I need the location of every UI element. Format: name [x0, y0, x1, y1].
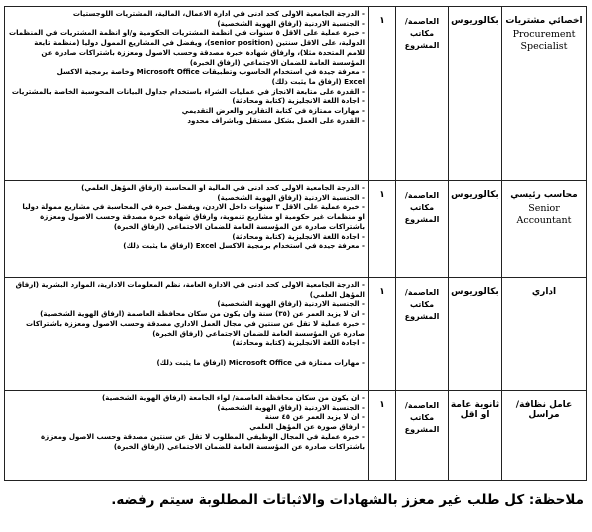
- location-text: [396, 391, 448, 436]
- requirement-line: - الجنسية الاردنية (ارفاق الهوية الشخصية): [217, 299, 365, 309]
- position-count: ١: [379, 190, 385, 200]
- education-text: بكالوريوس: [451, 190, 499, 200]
- requirements-cell: [5, 181, 369, 278]
- education-cell: [449, 181, 502, 278]
- requirement-line: - معرفة جيدة في استخدام الحاسوب وتطبيقات Microsoft Office وخاصة برمجية الاكسل: [56, 67, 365, 77]
- requirement-line: باشتراكات صادرة عن المؤسسة العامة للضمان الاجتماعي (ارفاق الخبرة): [113, 441, 365, 451]
- table-row: [5, 181, 587, 278]
- location-cell: [396, 181, 449, 278]
- job-title-cell: [502, 391, 587, 481]
- requirement-line: - اجادة اللغة الانجليزية (كتابة ومحادثة): [232, 96, 365, 106]
- position-count: ١: [379, 400, 385, 410]
- requirement-line: - الدرجة الجامعية الاولى كحد ادنى في المالية او المحاسبة (ارفاق المؤهل العلمي): [81, 183, 365, 192]
- education-cell: [449, 391, 502, 481]
- requirement-line: - ارفاق صورة عن المؤهل العلمي: [249, 422, 365, 432]
- location-text: [396, 181, 448, 226]
- location-line: العاصمة/: [404, 191, 440, 200]
- requirement-line: - مهارات ممتازة في كتابة التقارير والعرض التقديمي: [181, 106, 365, 116]
- requirement-line: - الجنسية الاردنية (ارفاق الهوية الشخصية): [217, 18, 365, 28]
- requirement-line: - الجنسية الاردنية (ارفاق الهوية الشخصية): [217, 192, 365, 202]
- job-title-ar: عامل نظافة/ مراسل: [515, 400, 573, 420]
- requirement-line: - ان لا يزيد العمر عن (٣٥) سنة وان يكون من سكان محافظة العاصمة (ارفاق الهوية الشخصية): [40, 309, 365, 319]
- requirement-line: - الدرجة الجامعية الاولى كحد ادنى في الادارة العامة، نظم المعلومات الادارية، الموارد البشرية (ارفاق: [15, 280, 365, 289]
- count-cell: [369, 391, 396, 481]
- requirement-line: للامم المتحدة مثلا)، وارفاق شهادة خبرة مصدقة وحسب الاصول ومعززة باشتراكات صادرة عن: [41, 47, 365, 57]
- requirement-line: باشتراكات صادرة عن المؤسسة العامة للضمان الاجتماعي (ارفاق الخبرة): [113, 221, 365, 231]
- requirement-line: - خبرة عملية على الاقل ٣ سنوات داخل الاردن، ويفضل خبرة في المحاسبة في مشاريع ممولة دوليا: [22, 202, 365, 212]
- requirement-line: - الجنسية الاردنية (ارفاق الهوية الشخصية): [217, 402, 365, 412]
- table-row: [5, 391, 587, 481]
- location-text: [396, 278, 448, 323]
- job-title-en-line: Accountant: [516, 215, 572, 226]
- requirement-line: الدولية، على الاقل سنتين (senior position)، ويفضل في المشاريع الممول دوليا (منظمة تابعة: [34, 38, 365, 48]
- location-line: مكاتب: [409, 203, 435, 212]
- location-line: العاصمة/: [404, 401, 440, 410]
- location-cell: [396, 278, 449, 391]
- table-row: [5, 7, 587, 181]
- job-title-ar: محاسب رئيسي: [510, 190, 578, 200]
- location-text: [396, 7, 448, 52]
- count-cell: [369, 181, 396, 278]
- requirement-line: المؤهل العلمي): [309, 289, 365, 299]
- requirement-line: - اجادة اللغة الانجليزية (كتابة ومحادثة): [232, 338, 365, 348]
- requirement-line: - مهارات ممتازة في Microsoft Office (ارفاق ما يثبت ذلك): [156, 357, 365, 367]
- location-line: العاصمة/: [404, 17, 440, 26]
- job-title-cell: [502, 278, 587, 391]
- requirement-line: - خبرة عملية في المجال الوظيفي المطلوب لا تقل عن سنتين مصدقة وحسب الاصول ومعززة: [40, 431, 365, 441]
- location-line: مكاتب: [409, 300, 435, 309]
- location-line: المشروع: [404, 425, 440, 434]
- job-title-cell: [502, 181, 587, 278]
- job-title-cell: [502, 7, 587, 181]
- location-cell: [396, 391, 449, 481]
- location-line: العاصمة/: [404, 288, 440, 297]
- requirement-line: - الدرجة الجامعية الاولى كحد ادنى في ادارة الاعمال، المالية، المشتريات اللوجستيات: [72, 9, 365, 18]
- job-title-en-line: Senior: [528, 203, 560, 214]
- requirement-line: [8, 348, 365, 358]
- job-title-en-line: Specialist: [520, 41, 568, 52]
- job-title-ar: اداري: [531, 287, 557, 297]
- requirements-cell: [5, 278, 369, 391]
- job-title-ar: اخصائي مشتريات: [505, 16, 583, 26]
- requirement-line: او منظمات غير حكومية او مشاريع تنموية، وارفاق شهادة خبرة مصدقة وحسب الاصول ومعززة: [40, 212, 365, 222]
- education-text: ثانوية عامة او اقل: [450, 400, 500, 420]
- location-line: مكاتب: [409, 413, 435, 422]
- requirement-line: Excel (ارفاق ما يثبت ذلك): [271, 76, 365, 86]
- education-cell: [449, 7, 502, 181]
- location-line: المشروع: [404, 41, 440, 50]
- location-line: مكاتب: [409, 29, 435, 38]
- requirement-line: المؤسسة العامة للضمان الاجتماعي (ارفاق الخبرة): [189, 57, 365, 67]
- location-line: المشروع: [404, 312, 440, 321]
- requirement-line: - اجادة اللغة الانجليزية (كتابة ومحادثة): [232, 231, 365, 241]
- count-cell: [369, 7, 396, 181]
- requirement-line: - معرفة جيدة في استخدام برمجية الاكسل Excel (ارفاق ما يثبت ذلك): [123, 241, 365, 251]
- requirement-line: - ان يكون من سكان محافظة العاصمة/ لواء الجامعة (ارفاق الهوية الشخصية): [102, 393, 365, 402]
- position-count: ١: [379, 287, 385, 297]
- education-cell: [449, 278, 502, 391]
- requirement-line: صادرة عن المؤسسة العامة للضمان الاجتماعي (ارفاق الخبرة): [152, 328, 365, 338]
- location-line: المشروع: [404, 215, 440, 224]
- requirement-line: - القدرة على العمل بشكل مستقل وباشراف محدود: [187, 115, 365, 125]
- location-cell: [396, 7, 449, 181]
- jobs-table: [4, 6, 587, 481]
- table-row: [5, 278, 587, 391]
- requirements-cell: [5, 7, 369, 181]
- requirement-line: - القدرة على متابعة الانجاز في عمليات الشراء باستخدام جداول البيانات المحوسبة الخاصة بالمشتريات: [11, 86, 365, 96]
- count-cell: [369, 278, 396, 391]
- education-text: بكالوريوس: [451, 16, 499, 26]
- requirement-line: - خبرة عملية لا تقل عن سنتين في مجال العمل الاداري مصدقة وحسب الاصول ومعززة باشتراكات: [26, 318, 365, 328]
- requirement-line: - خبرة عملية على الاقل ٥ سنوات في انظمة المشتريات الحكومية و/او انظمة المشتريات في المنظمات: [9, 28, 365, 38]
- job-title-en-line: Procurement: [512, 29, 576, 40]
- rejection-note: ملاحظة: كل طلب غير معزز بالشهادات والاثباتات المطلوبة سيتم رفضه.: [111, 492, 584, 508]
- education-text: بكالوريوس: [451, 287, 499, 297]
- requirement-line: - ان لا يزيد العمر عن ٤٥ سنة: [264, 412, 365, 422]
- position-count: ١: [379, 16, 385, 26]
- requirements-cell: [5, 391, 369, 481]
